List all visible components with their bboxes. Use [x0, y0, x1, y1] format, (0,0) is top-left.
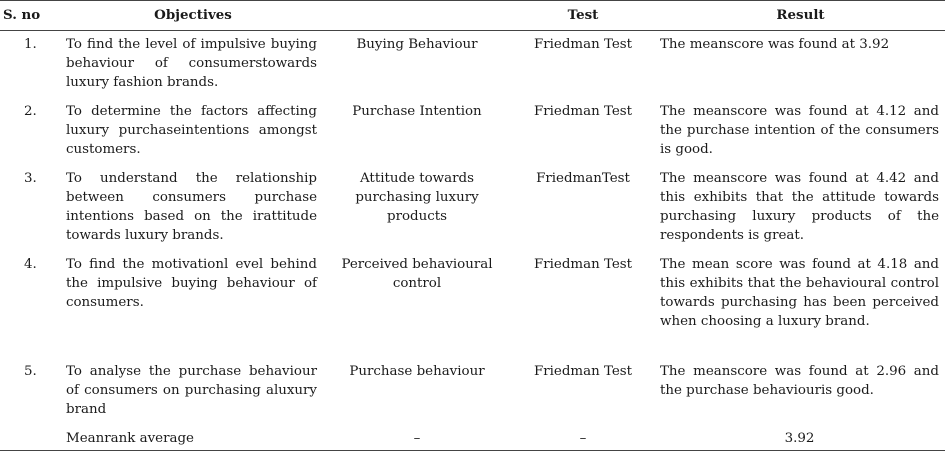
header-test: Test [510, 1, 656, 31]
row-sno: 5. [24, 364, 37, 379]
meanrank-sno [0, 427, 62, 451]
table-row [0, 251, 945, 358]
meanrank-test: – [510, 427, 656, 451]
table-row [0, 31, 945, 99]
row-objective: To find the motivationl evel behind the impulsive buying behaviour of consumers. [66, 257, 317, 310]
table-row [0, 165, 945, 251]
row-result: The mean score was found at 4.18 and this exhibits that the behavioural control towards purchasing has been perceived when choosing a luxury brand. [660, 257, 939, 329]
table-row [0, 358, 945, 427]
row-sno: 1. [24, 37, 37, 52]
row-objective: To determine the factors affecting luxury purchaseintentions amongst customers. [66, 104, 317, 157]
table-header [0, 1, 945, 31]
row-objective: To analyse the purchase behaviour of consumers on purchasing aluxury brand [66, 364, 317, 417]
row-test: FriedmanTest [536, 171, 630, 186]
meanrank-variable: – [324, 427, 510, 451]
header-variable [324, 1, 510, 31]
row-variable: Buying Behaviour [356, 37, 478, 52]
row-sno: 2. [24, 104, 37, 119]
row-sno: 4. [24, 257, 37, 272]
meanrank-label: Meanrank average [62, 427, 324, 451]
row-test: Friedman Test [533, 257, 633, 272]
table-row [0, 98, 945, 165]
row-variable: Attitude towards purchasing luxury products [355, 171, 479, 224]
header-result: Result [656, 1, 945, 31]
header-objectives: Objectives [62, 1, 324, 31]
row-objective: To find the level of impulsive buying behaviour of consumerstowards luxury fashion brands. [66, 37, 317, 90]
row-test: Friedman Test [533, 364, 633, 379]
meanrank-row [0, 427, 945, 451]
row-objective: To understand the relationship between consumers purchase intentions based on the irattitude towards luxury brands. [66, 171, 317, 243]
row-test: Friedman Test [533, 104, 633, 119]
row-result: The meanscore was found at 3.92 [660, 37, 890, 52]
meanrank-result: 3.92 [656, 427, 945, 451]
row-result: The meanscore was found at 2.96 and the purchase behaviouris good. [660, 364, 939, 398]
row-variable: Purchase behaviour [349, 364, 485, 379]
row-variable: Purchase Intention [352, 104, 482, 119]
row-variable: Perceived behavioural control [341, 257, 493, 291]
header-sno: S. no [0, 1, 62, 31]
row-result: The meanscore was found at 4.42 and this exhibits that the attitude towards purchasing luxury products of the respondents is great. [660, 171, 939, 243]
row-result: The meanscore was found at 4.12 and the purchase intention of the consumers is good. [660, 104, 939, 157]
table-body [0, 31, 945, 451]
header-row [0, 1, 945, 31]
row-test: Friedman Test [533, 37, 633, 52]
row-sno: 3. [24, 171, 37, 186]
